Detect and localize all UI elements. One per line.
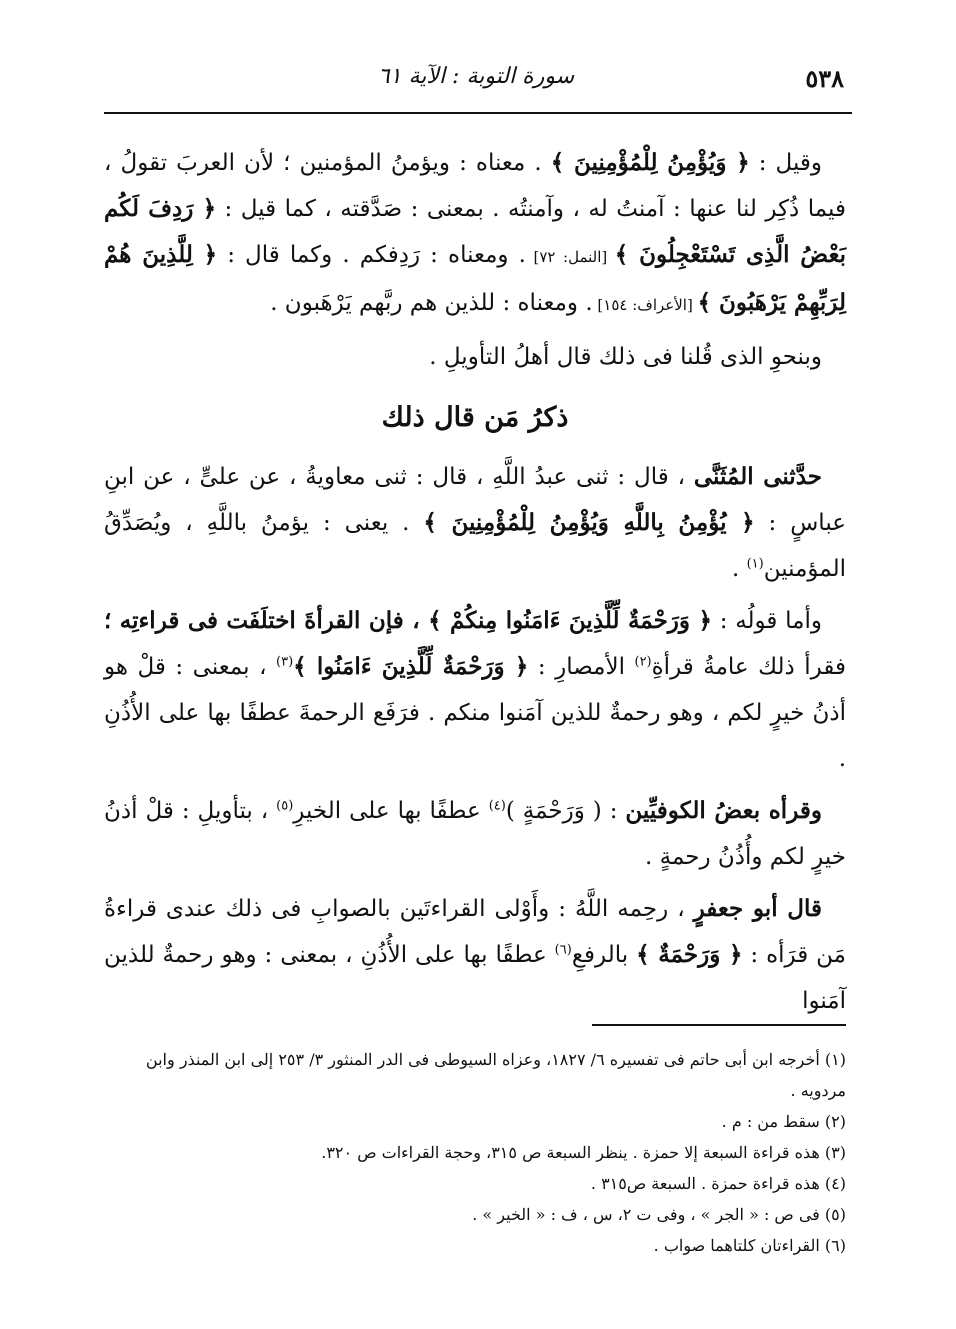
text: . ومعناه : للذين هم ربَّهم يَرْهَبون .	[270, 290, 593, 316]
text: الأمصارِ :	[528, 654, 635, 680]
footnote-6: (٦) القراءتان كلتاهما صواب .	[653, 1236, 846, 1255]
footnote-marker[interactable]: (٢)	[634, 654, 652, 670]
text: عطفًا بها على الخيرِ	[293, 798, 489, 824]
paragraph-3	[104, 454, 846, 592]
bold-text: ، فإن القرأةَ اختلَفَت فى قراءتِه ؛	[104, 607, 429, 634]
verse-reference: [الأعراف: ١٥٤]	[592, 296, 698, 314]
text: . معناه : ويؤمنُ المؤمنين ؛ لأن العربَ تقولُ ، فيما ذُكِر لنا عنها : آمنتُ له ، وآمنتُه . بمعنى : صَدَّقته ، كما قيل :	[104, 150, 846, 222]
footnote-marker[interactable]: (٤)	[488, 798, 506, 814]
quran-quote: ﴿ رَدِفَ لَكُم بَعْضُ الَّذِى تَسْتَعْجِلُونَ ﴾	[104, 195, 846, 268]
quran-quote: ﴿ وَيُؤْمِنُ لِلْمُؤْمِنِينَ ﴾	[550, 149, 750, 176]
paragraph-2: وبنحوِ الذى قُلنا فى ذلك قال أهلُ التأويلِ .	[429, 344, 822, 370]
text: فقرأ ذلك عامةُ قرأةِ	[651, 654, 846, 680]
verse-reference: [النمل: ٧٢]	[525, 248, 615, 266]
text: . يعنى : يؤمنُ باللَّهِ ، ويُصَدِّقُ المؤمنين	[104, 510, 846, 582]
text: وأما قولُه :	[711, 608, 822, 634]
text: عطفًا بها على الأُذُنِ ، بمعنى : وهو رحمةٌ للذين آمَنوا	[104, 942, 846, 1014]
text: ، رحِمه اللَّهُ : وأَوْلى القراءتَين بالصوابِ فى ذلك عندى قراءةُ مَن قرَأه :	[104, 896, 846, 968]
footnote-2: (٢) سقط من : م .	[721, 1112, 846, 1131]
bold-text: وقرأه بعضُ الكوفيِّين	[625, 797, 822, 824]
quran-quote: ﴿ وَرَحْمَةٌ لِّلَّذِينَ ءَامَنُوا ﴾	[293, 653, 529, 680]
footnote-divider	[592, 1024, 846, 1026]
text: وقيل :	[749, 150, 822, 176]
footnote-marker[interactable]: (٣)	[276, 654, 294, 670]
paragraph-5	[104, 788, 846, 880]
author-name: قال أبو جعفرٍ	[693, 895, 822, 922]
paragraph-4	[104, 598, 846, 782]
main-text	[104, 140, 846, 1030]
quran-quote: ﴿ لِلَّذِينَ هُمْ لِرَبِّهِمْ يَرْهَبُونَ ﴾	[104, 241, 846, 316]
footnote-marker[interactable]: (١)	[746, 556, 764, 572]
section-heading: ذكرُ مَن قال ذلك	[381, 402, 569, 433]
header-divider	[104, 112, 852, 114]
page-header	[108, 56, 844, 100]
quran-quote: ﴿ وَرَحْمَةٌ ﴾	[636, 941, 743, 968]
footnote-4: (٤) هذه قراءة حمزة . السبعة ص٣١٥ .	[590, 1174, 846, 1193]
text: ، قال : ثنى عبدُ اللَّهِ ، قال : ثنى معاويةُ ، عن علىٍّ ، عن ابنِ عباسٍ :	[104, 464, 846, 536]
text: ، بتأويلِ : قلْ أذنُ خيرٍ لكم وأُذُنُ رحمةٍ .	[104, 798, 846, 870]
text: بالرفعِ	[571, 942, 637, 968]
text: . ومعناه : رَدِفكم . وكما قال :	[217, 242, 526, 268]
running-title: سورة التوبة : الآية ٦١	[377, 64, 575, 89]
footnote-marker[interactable]: (٥)	[276, 798, 294, 814]
paragraph-6	[104, 886, 846, 1024]
footnote-5: (٥) فى ص : « الجر » ، وفى ت ٢، س ، ف : « الخير » .	[472, 1205, 846, 1224]
footnote-3: (٣) هذه قراءة السبعة إلا حمزة . ينظر السبعة ص ٣١٥، وحجة القراءات ص ٣٢٠.	[321, 1143, 846, 1162]
text: .	[731, 556, 747, 582]
footnote-marker[interactable]: (٦)	[554, 942, 572, 958]
text: ، بمعنى : قلْ هو أذنُ خيرٍ لكم ، وهو رحمةٌ للذين آمَنوا منكم . فرَفَع الرحمةَ عطفًا بها على الأُذُنِ .	[104, 654, 846, 772]
quran-quote: ﴿ يُؤْمِنُ بِاللَّهِ وَيُؤْمِنُ لِلْمُؤْمِنِينَ ﴾	[423, 509, 755, 536]
footnote-1: (١) أخرجه ابن أبى حاتم فى تفسيره ٦/ ١٨٢٧، وعزاه السيوطى فى الدر المنثور ٣/ ٢٥٣ إلى ابن المنذر وابن مردويه .	[145, 1050, 846, 1100]
page-number: ٥٣٨	[805, 64, 844, 93]
paragraph-1	[104, 140, 846, 328]
quran-quote: ﴿ وَرَحْمَةٌ لِّلَّذِينَ ءَامَنُوا مِنكُمْ ﴾	[428, 607, 712, 634]
narrator-name: حدَّثنى المُثَنَّى	[693, 463, 822, 490]
text: : ( وَرَحْمَةٍ )	[505, 798, 626, 824]
footnotes	[104, 1044, 846, 1261]
